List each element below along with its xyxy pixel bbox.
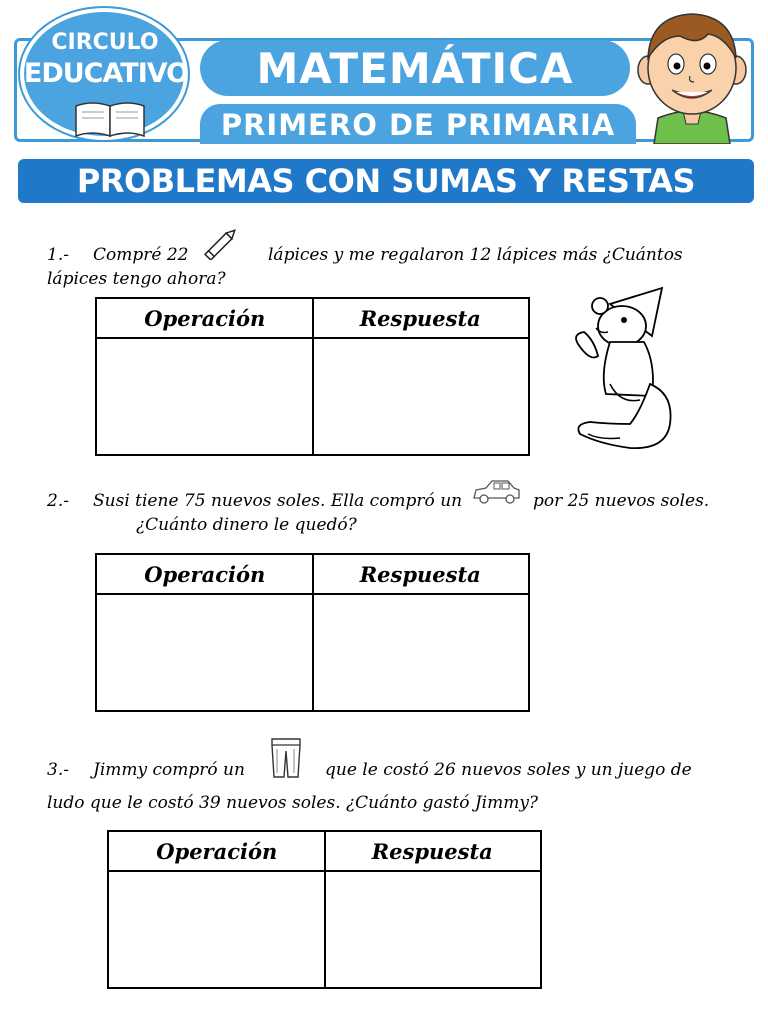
problem-number: 3.-: [47, 760, 69, 780]
answer-header: Respuesta: [359, 306, 481, 331]
problem-text: por 25 nuevos soles.: [533, 491, 710, 511]
operation-header: Operación: [144, 306, 266, 331]
answer-header: Respuesta: [371, 839, 493, 864]
problem-text: Jimmy compró un: [93, 760, 245, 780]
problem-text: ludo que le costó 39 nuevos soles. ¿Cuánto gastó Jimmy?: [47, 793, 539, 813]
logo-line2: EDUCATIVO: [23, 58, 189, 89]
problem-number: 2.-: [47, 491, 69, 511]
answer-table: [95, 553, 530, 712]
page-subtitle: PRIMERO DE PRIMARIA: [220, 108, 616, 142]
operation-header: Operación: [156, 839, 278, 864]
problem-text: lápices y me regalaron 12 lápices más ¿Cuántos: [268, 245, 683, 265]
pants-icon: [268, 735, 304, 779]
problem-text: Compré 22: [93, 245, 189, 265]
operation-header: Operación: [144, 562, 266, 587]
book-icon: [72, 98, 148, 140]
section-title: PROBLEMAS CON SUMAS Y RESTAS: [76, 162, 696, 200]
problem-number: 1.-: [47, 245, 69, 265]
problem-text: que le costó 26 nuevos soles y un juego de: [325, 760, 692, 780]
problem-text: Susi tiene 75 nuevos soles. Ella compró un: [93, 491, 463, 511]
problem-text: ¿Cuánto dinero le quedó?: [136, 515, 357, 535]
logo-line1: CIRCULO: [51, 30, 159, 55]
pencil-icon: [202, 226, 242, 260]
answer-table: [95, 297, 530, 456]
page-title: MATEMÁTICA: [256, 44, 574, 93]
mouse-character-icon: [570, 284, 680, 454]
answer-header: Respuesta: [359, 562, 481, 587]
problem-text: lápices tengo ahora?: [47, 269, 226, 289]
toy-car-icon: [470, 478, 522, 508]
answer-table: [107, 830, 542, 989]
boy-mascot-icon: [632, 6, 752, 144]
